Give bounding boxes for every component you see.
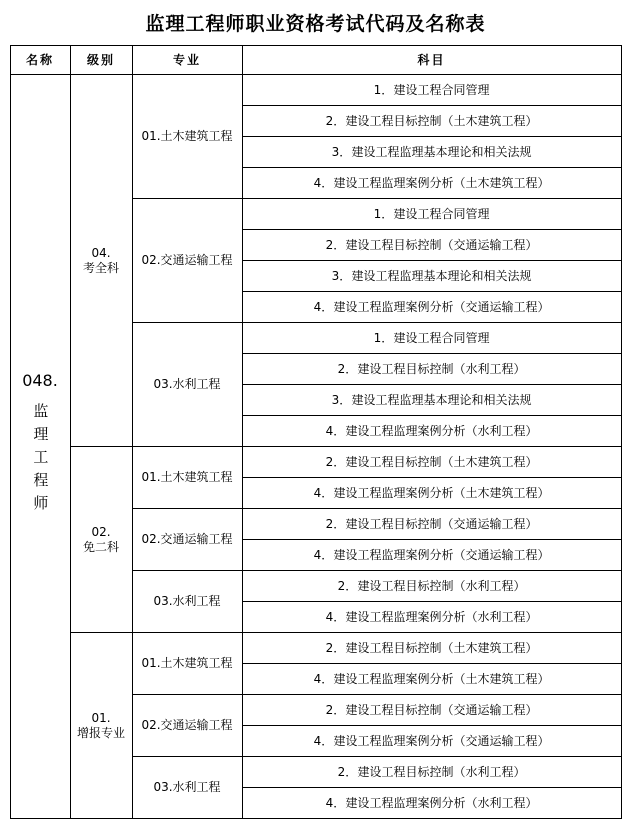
subject-index: 4． (313, 671, 334, 686)
subject-index: 4． (313, 299, 334, 314)
column-header-level: 级别 (70, 46, 132, 75)
subject-index: 4． (325, 423, 346, 438)
subject-text: 建设工程目标控制（交通运输工程） (345, 237, 538, 252)
cell-subject (242, 385, 621, 416)
cell-major: 02.交通运输工程 (132, 509, 242, 571)
level-label: 增报专业 (76, 725, 125, 740)
cell-subject (242, 354, 621, 385)
subject-text: 建设工程目标控制（交通运输工程） (345, 516, 538, 531)
subject-text: 建设工程目标控制（土木建筑工程） (345, 454, 538, 469)
subject-text: 建设工程监理基本理论和相关法规 (351, 268, 532, 283)
qualification-exam-table (10, 45, 622, 819)
cell-level (70, 447, 132, 633)
subject-text: 建设工程目标控制（土木建筑工程） (345, 640, 538, 655)
cell-subject (242, 602, 621, 633)
subject-index: 4． (313, 175, 334, 190)
subject-text: 建设工程目标控制（土木建筑工程） (345, 113, 538, 128)
subject-index: 4． (313, 733, 334, 748)
subject-text: 建设工程监理案例分析（水利工程） (345, 423, 538, 438)
cell-subject (242, 323, 621, 354)
subject-text: 建设工程目标控制（水利工程） (357, 361, 526, 376)
subject-index: 1． (373, 206, 394, 221)
cell-subject (242, 695, 621, 726)
subject-index: 2． (337, 764, 358, 779)
subject-index: 1． (373, 330, 394, 345)
subject-text: 建设工程合同管理 (393, 82, 490, 97)
cell-subject (242, 75, 621, 106)
subject-text: 建设工程目标控制（水利工程） (357, 578, 526, 593)
cell-subject (242, 199, 621, 230)
subject-text: 建设工程监理案例分析（水利工程） (345, 795, 538, 810)
subject-text: 建设工程监理案例分析（土木建筑工程） (333, 671, 550, 686)
subject-text: 建设工程目标控制（交通运输工程） (345, 702, 538, 717)
table-row (10, 75, 621, 106)
subject-text: 建设工程监理案例分析（土木建筑工程） (333, 485, 550, 500)
subject-index: 2． (337, 578, 358, 593)
subject-index: 4． (313, 547, 334, 562)
cell-subject (242, 788, 621, 819)
subject-text: 建设工程监理案例分析（交通运输工程） (333, 733, 550, 748)
subject-index: 2． (337, 361, 358, 376)
subject-index: 4． (325, 795, 346, 810)
cell-subject (242, 230, 621, 261)
table-row (10, 447, 621, 478)
cell-major: 03.水利工程 (132, 323, 242, 447)
column-header-name: 名称 (10, 46, 70, 75)
subject-text: 建设工程合同管理 (393, 206, 490, 221)
subject-text: 建设工程监理基本理论和相关法规 (351, 392, 532, 407)
subject-index: 2． (325, 237, 346, 252)
subject-text: 建设工程目标控制（水利工程） (357, 764, 526, 779)
cell-subject (242, 509, 621, 540)
exam-code: 048. (22, 371, 58, 390)
cell-subject (242, 571, 621, 602)
subject-index: 2． (325, 454, 346, 469)
subject-text: 建设工程监理基本理论和相关法规 (351, 144, 532, 159)
subject-index: 4． (313, 485, 334, 500)
cell-subject (242, 757, 621, 788)
cell-subject (242, 726, 621, 757)
level-label: 免二科 (82, 539, 119, 554)
subject-index: 2． (325, 702, 346, 717)
cell-major: 01.土木建筑工程 (132, 633, 242, 695)
subject-index: 1． (373, 82, 394, 97)
page-title: 监理工程师职业资格考试代码及名称表 (145, 13, 486, 35)
cell-major: 03.水利工程 (132, 757, 242, 819)
level-code: 01. (91, 710, 111, 725)
cell-exam-name (10, 75, 70, 819)
subject-index: 4． (325, 609, 346, 624)
subject-index: 3． (331, 144, 352, 159)
cell-subject (242, 106, 621, 137)
column-header-subject: 科目 (242, 46, 621, 75)
level-code: 04. (91, 245, 111, 260)
cell-level (70, 75, 132, 447)
subject-text: 建设工程合同管理 (393, 330, 490, 345)
subject-index: 2． (325, 516, 346, 531)
cell-level (70, 633, 132, 819)
subject-index: 3． (331, 268, 352, 283)
cell-subject (242, 416, 621, 447)
cell-subject (242, 292, 621, 323)
cell-subject (242, 478, 621, 509)
subject-text: 建设工程监理案例分析（水利工程） (345, 609, 538, 624)
cell-subject (242, 540, 621, 571)
cell-major: 02.交通运输工程 (132, 695, 242, 757)
cell-subject (242, 137, 621, 168)
cell-major: 01.土木建筑工程 (132, 75, 242, 199)
table-row (10, 633, 621, 664)
table-body (10, 46, 621, 819)
subject-index: 2． (325, 640, 346, 655)
subject-index: 2． (325, 113, 346, 128)
cell-subject (242, 168, 621, 199)
cell-subject (242, 447, 621, 478)
subject-index: 3． (331, 392, 352, 407)
subject-text: 建设工程监理案例分析（土木建筑工程） (333, 175, 550, 190)
cell-major: 03.水利工程 (132, 571, 242, 633)
table-header-row (10, 46, 621, 75)
cell-subject (242, 664, 621, 695)
column-header-major: 专业 (132, 46, 242, 75)
cell-major: 02.交通运输工程 (132, 199, 242, 323)
exam-name-label: 监理工程师 (31, 403, 50, 518)
level-code: 02. (91, 524, 111, 539)
cell-subject (242, 633, 621, 664)
cell-subject (242, 261, 621, 292)
subject-text: 建设工程监理案例分析（交通运输工程） (333, 547, 550, 562)
level-label: 考全科 (82, 260, 119, 275)
subject-text: 建设工程监理案例分析（交通运输工程） (333, 299, 550, 314)
cell-major: 01.土木建筑工程 (132, 447, 242, 509)
